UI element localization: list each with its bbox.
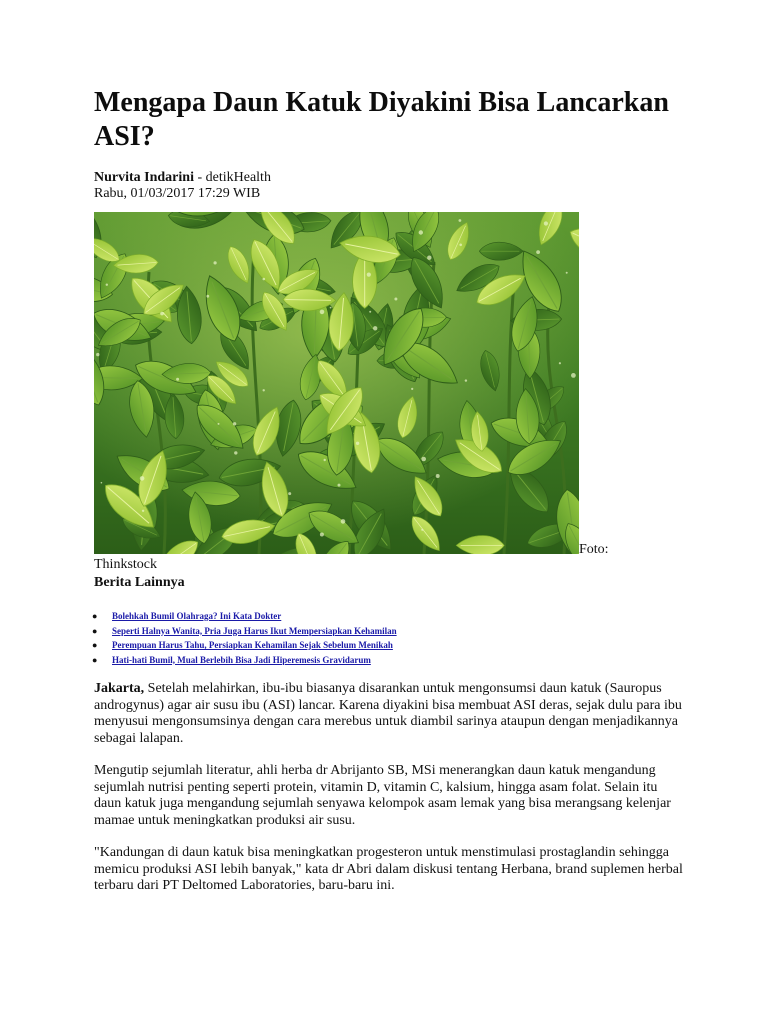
bullet-icon: ●	[92, 611, 98, 621]
related-link-1[interactable]: Bolehkah Bumil Olahraga? Ini Kata Dokter	[112, 611, 282, 621]
dateline: Jakarta,	[94, 681, 145, 696]
related-news-heading: Berita Lainnya	[94, 575, 185, 590]
related-link-2[interactable]: Seperti Halnya Wanita, Pria Juga Harus Ikut Mempersiapkan Kehamilan	[112, 625, 397, 636]
paragraph-3: "Kandungan di daun katuk bisa meningkatkan progesteron untuk menstimulasi prostaglandin sehingga memicu produksi ASI lebih banyak," kata dr Abri dalam diskusi tentang Herbana, brand suplemen herbal terbaru dari PT Deltomed Laboratories, baru-baru ini.	[94, 845, 683, 893]
related-link-4[interactable]: Hati-hati Bumil, Mual Berlebih Bisa Jadi Hiperemesis Gravidarum	[112, 654, 371, 665]
list-item	[94, 638, 684, 653]
related-news-list	[94, 609, 684, 667]
list-item	[94, 624, 684, 639]
bullet-icon: ●	[92, 654, 98, 665]
related-link-3[interactable]: Perempuan Harus Tahu, Persiapkan Kehamilan Sejak Sebelum Menikah	[112, 640, 393, 650]
photo-credit: Thinkstock	[94, 557, 157, 572]
article-body	[94, 681, 684, 895]
author-name[interactable]: Nurvita Indarini	[94, 170, 194, 185]
article-title: Mengapa Daun Katuk Diyakini Bisa Lancarkan ASI?	[94, 87, 669, 152]
bullet-icon: ●	[92, 640, 98, 650]
photo-block	[94, 212, 684, 557]
publish-date: Rabu, 01/03/2017 17:29 WIB	[94, 186, 261, 201]
list-item	[94, 653, 684, 668]
paragraph-1-text: Setelah melahirkan, ibu-ibu biasanya disarankan untuk mengonsumsi daun katuk (Sauropus androgynus) agar air susu ibu (ASI) lancar. Karena diyakini bisa membuat ASI deras, sejak dulu para ibu menyusui mengonsumsinya dengan cara merebus untuk diambil sarinya ataupun dengan menjadikannya sebagai lalapan.	[94, 681, 682, 746]
bullet-icon: ●	[92, 625, 98, 636]
article	[94, 86, 684, 895]
list-item	[94, 609, 684, 624]
byline	[94, 170, 684, 202]
source-name: - detikHealth	[193, 170, 271, 185]
katuk-leaves-photo	[94, 212, 579, 554]
photo-caption-label: Foto:	[579, 542, 609, 557]
paragraph-2: Mengutip sejumlah literatur, ahli herba dr Abrijanto SB, MSi menerangkan daun katuk mengandung sejumlah nutrisi penting seperti protein, vitamin D, vitamin C, kalsium, hingga asam folat. Selain itu daun katuk juga mengandung sejumlah senyawa kelompok asam lemak yang bisa merangsang kelenjar mamae untuk meningkatkan produksi air susu.	[94, 763, 671, 828]
paragraph-1	[94, 681, 684, 747]
